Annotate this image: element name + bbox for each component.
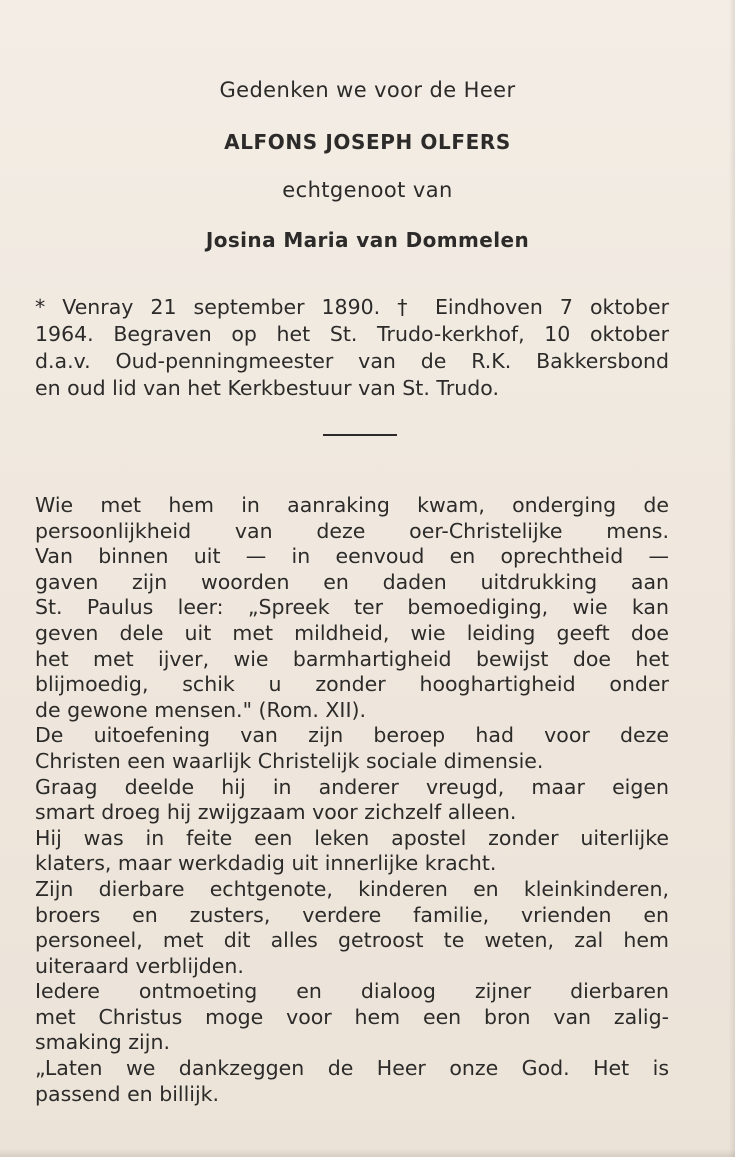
section-divider [323, 434, 397, 436]
text-line: personeel, met dit alles getroost te weten, zal hem [35, 928, 669, 953]
text-line: passend en billijk. [35, 1081, 220, 1106]
text-line: broers en zusters, verdere familie, vrienden en [35, 902, 669, 927]
text-line: met Christus moge voor hem een bron van zalig- [35, 1004, 669, 1029]
text-line: Wie met hem in aanraking kwam, onderging de [35, 493, 669, 517]
text-line: persoonlijkheid van deze oer-Christelijke mens. [35, 518, 669, 543]
text-line: Van binnen uit — in eenvoud en oprechtheid — [35, 544, 669, 569]
text-line: De uitoefening van zijn beroep had voor deze [35, 723, 669, 748]
intro-line: Gedenken we voor de Heer [219, 78, 516, 102]
text-line: smart droeg hij zwijgzaam voor zichzelf alleen. [35, 800, 517, 825]
text-line: Zijn dierbare echtgenote, kinderen en kleinkinderen, [35, 876, 669, 901]
spouse-name: Josina Maria van Dommelen [205, 228, 530, 252]
text-line: de gewone mensen." (Rom. XII). [35, 697, 367, 722]
bio-line: en oud lid van het Kerkbestuur van St. Trudo. [35, 376, 500, 400]
spouse-label: echtgenoot van [282, 178, 453, 202]
text-line: Iedere ontmoeting en dialoog zijner dierbaren [35, 979, 669, 1004]
text-line: smaking zijn. [35, 1030, 170, 1055]
text-line: Christen een waarlijk Christelijk sociale dimensie. [35, 748, 544, 773]
text-line: klaters, maar werkdadig uit innerlijke kracht. [35, 851, 497, 876]
text-line: geven dele uit met mildheid, wie leiding geeft doe [35, 620, 669, 645]
text-line: Hij was in feite een leken apostel zonder uiterlijke [35, 825, 669, 850]
text-line: St. Paulus leer: „Spreek ter bemoediging, wie kan [35, 595, 669, 620]
biography-paragraph [35, 294, 669, 402]
bio-line: 1964. Begraven op het St. Trudo-kerkhof, 10 oktober [35, 322, 669, 346]
deceased-name: ALFONS JOSEPH OLFERS [224, 130, 511, 154]
remembrance-text [35, 493, 669, 1107]
bio-line: * Venray 21 september 1890. † Eindhoven 7 oktober [35, 295, 669, 319]
text-line: „Laten we dankzeggen de Heer onze God. Het is [35, 1056, 669, 1081]
text-line: Graag deelde hij in anderer vreugd, maar eigen [35, 774, 669, 799]
text-line: gaven zijn woorden en daden uitdrukking aan [35, 569, 669, 594]
bio-line: d.a.v. Oud-penningmeester van de R.K. Bakkersbond [35, 349, 669, 373]
text-line: het met ijver, wie barmhartigheid bewijst doe het [35, 646, 669, 671]
text-line: blijmoedig, schik u zonder hooghartigheid onder [35, 672, 669, 697]
text-line: uiteraard verblijden. [35, 953, 244, 978]
